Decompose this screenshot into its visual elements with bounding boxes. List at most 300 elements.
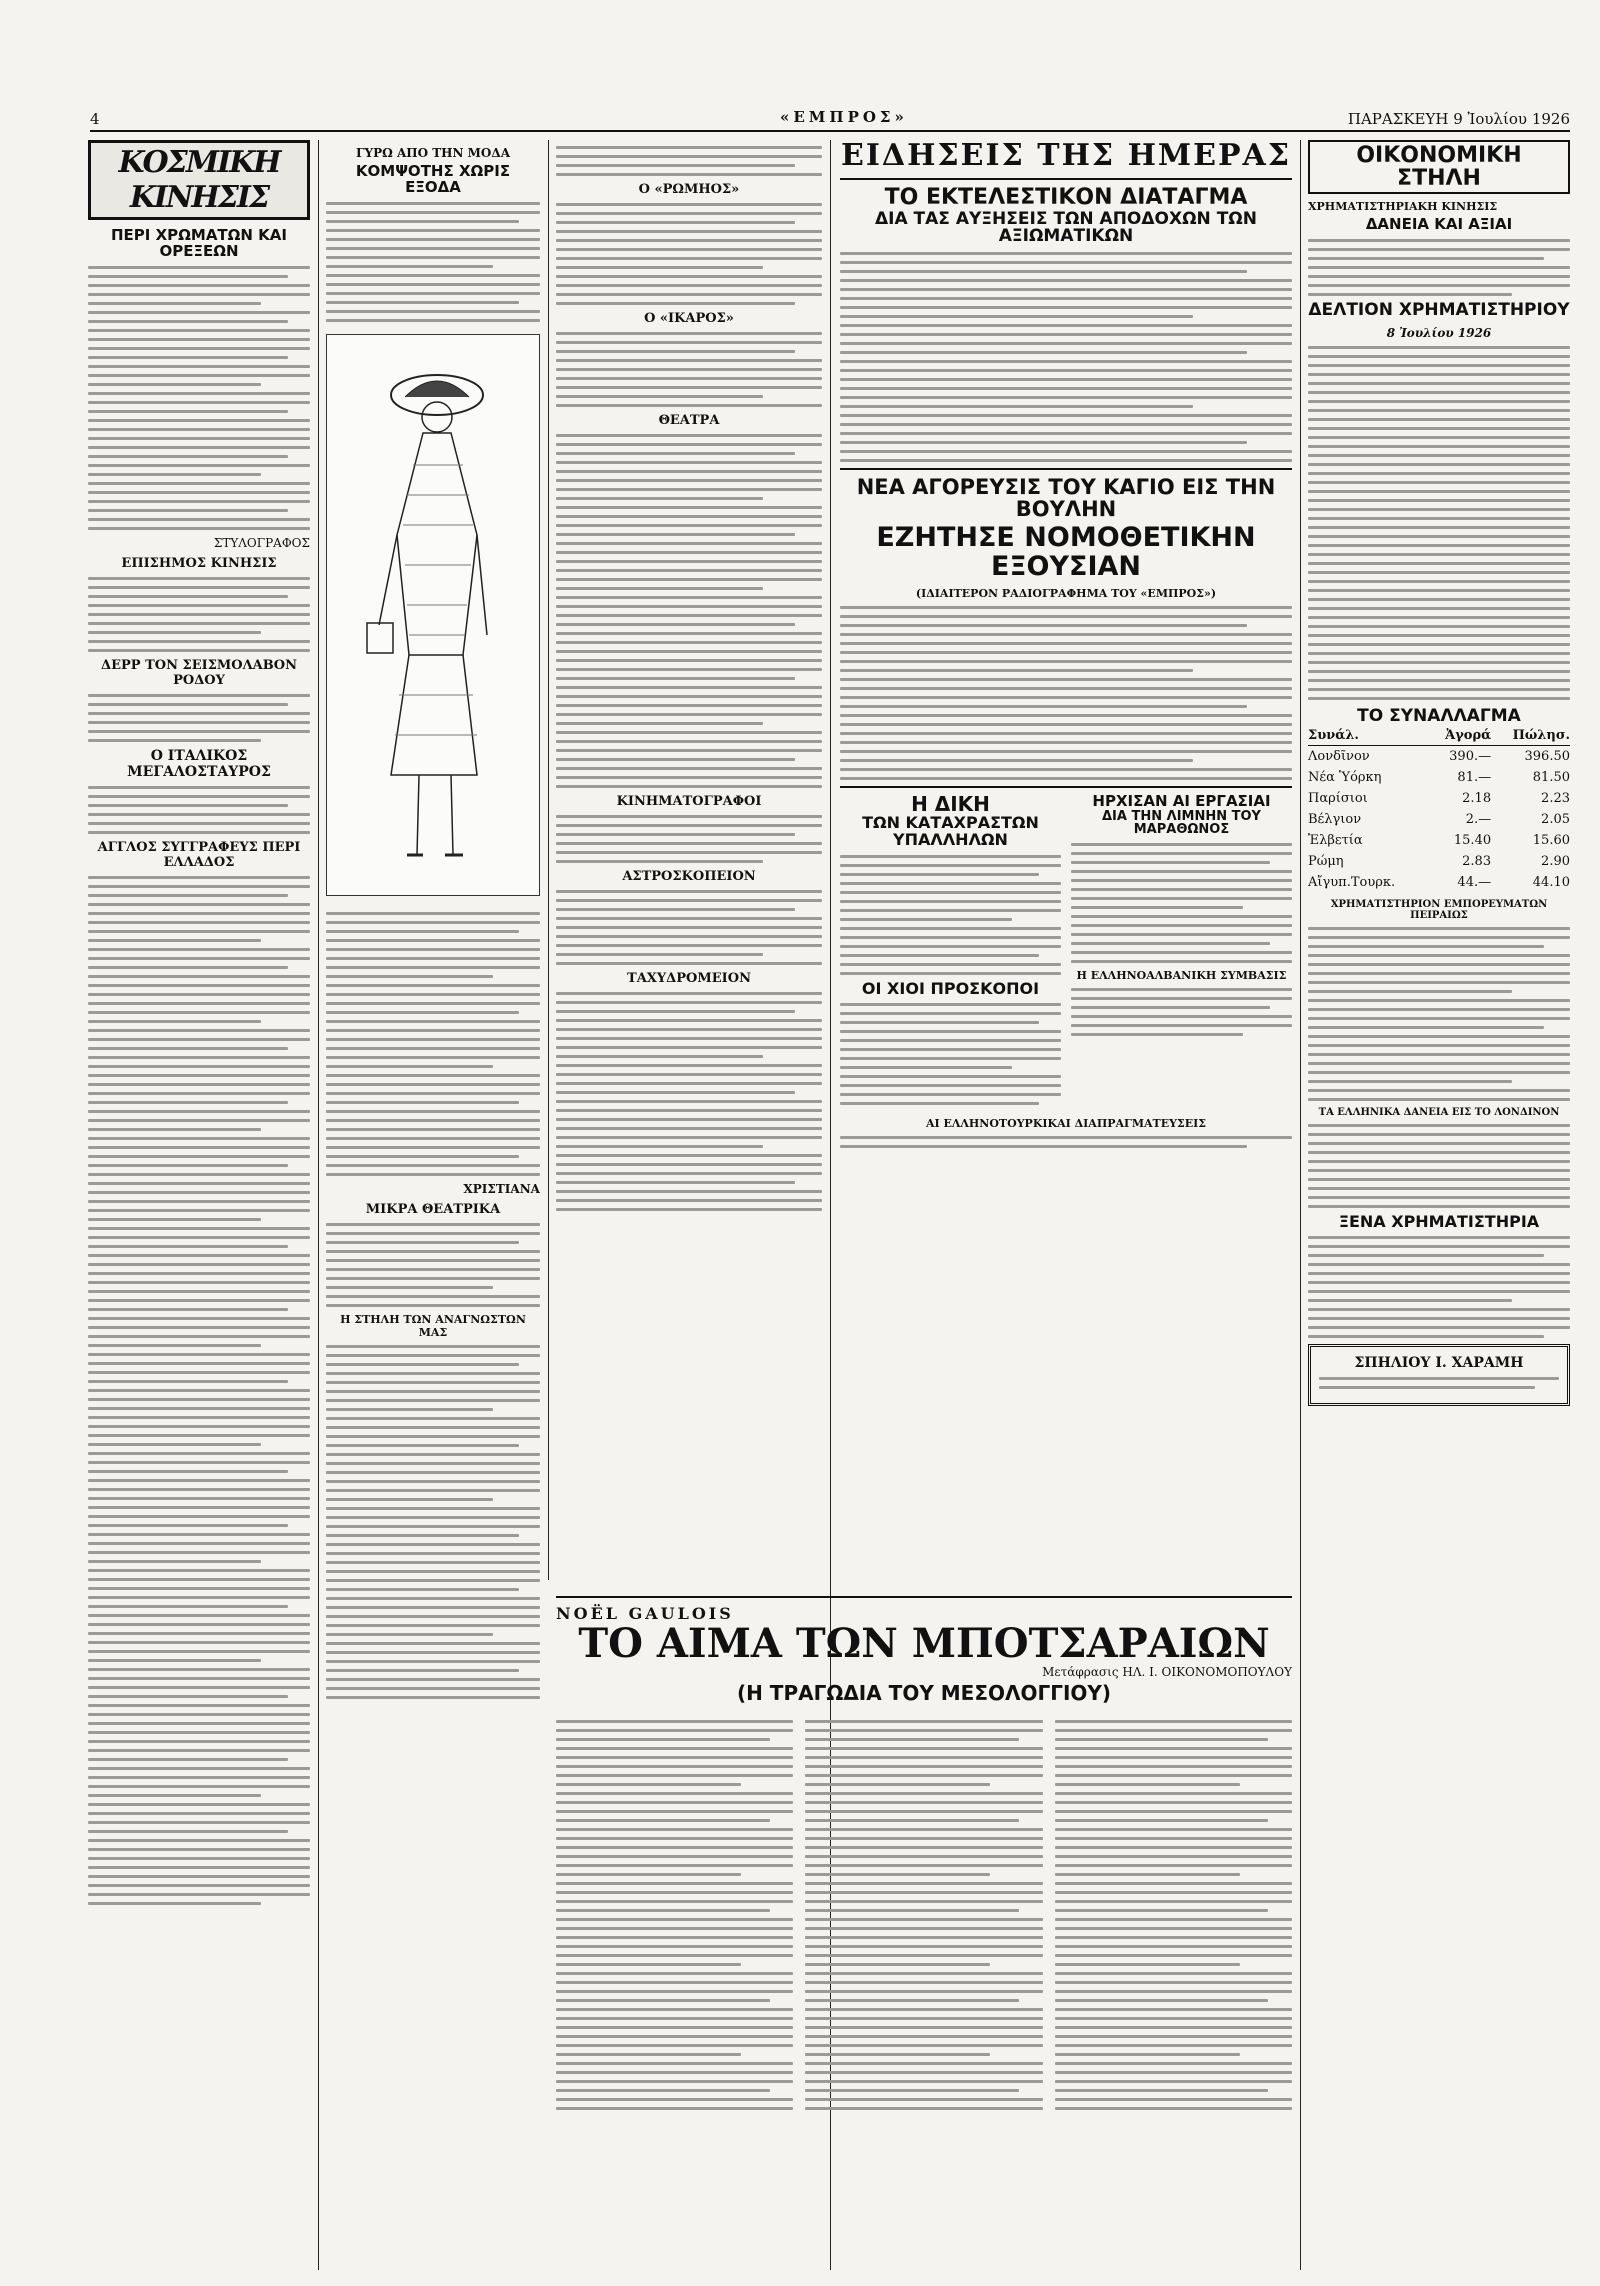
text-line bbox=[805, 1936, 1042, 1939]
text-line bbox=[326, 939, 540, 942]
text-line bbox=[840, 252, 1292, 255]
text-line bbox=[88, 1281, 310, 1284]
text-line bbox=[1055, 1954, 1292, 1957]
text-line bbox=[556, 386, 822, 389]
headline: ΤΑΧΥΔΡΟΜΕΙΟΝ bbox=[627, 971, 751, 986]
text-line bbox=[88, 1164, 288, 1167]
text-line bbox=[840, 759, 1193, 762]
text-line bbox=[1308, 427, 1570, 430]
text-line bbox=[1308, 1133, 1570, 1136]
text-line bbox=[326, 1624, 540, 1627]
text-line bbox=[1308, 1196, 1570, 1199]
text-line bbox=[88, 1011, 310, 1014]
text-line bbox=[326, 1092, 540, 1095]
table-row bbox=[1308, 788, 1570, 809]
text-line bbox=[1308, 526, 1570, 529]
article-body bbox=[88, 786, 310, 834]
text-line bbox=[88, 1722, 310, 1725]
text-line bbox=[1055, 2107, 1292, 2110]
text-line bbox=[805, 1774, 1042, 1777]
text-line bbox=[88, 975, 310, 978]
text-line bbox=[1308, 409, 1570, 412]
text-line bbox=[556, 1774, 793, 1777]
text-line bbox=[556, 686, 822, 689]
text-line bbox=[88, 437, 310, 440]
text-line bbox=[88, 1812, 310, 1815]
text-line bbox=[1055, 1756, 1292, 1759]
headline: ΜΙΚΡΑ ΘΕΑΤΡΙΚΑ bbox=[365, 1201, 501, 1217]
text-line bbox=[556, 704, 822, 707]
text-line bbox=[556, 713, 822, 716]
text-line bbox=[805, 2098, 1042, 2101]
text-line bbox=[556, 1873, 741, 1876]
article-body bbox=[1071, 843, 1292, 963]
table-cell: Ἐλβετία bbox=[1308, 832, 1363, 848]
article-body bbox=[840, 1136, 1292, 1148]
text-line bbox=[840, 1057, 1061, 1060]
text-line bbox=[88, 1569, 310, 1572]
text-line bbox=[556, 551, 822, 554]
text-line bbox=[556, 815, 822, 818]
text-line bbox=[556, 266, 763, 269]
text-line bbox=[88, 1119, 310, 1122]
text-line bbox=[556, 1909, 770, 1912]
text-line bbox=[88, 1668, 310, 1671]
text-line bbox=[1308, 544, 1570, 547]
text-line bbox=[88, 1704, 310, 1707]
text-line bbox=[556, 1145, 763, 1148]
text-line bbox=[1055, 1774, 1292, 1777]
text-line bbox=[88, 1470, 288, 1473]
text-line bbox=[88, 293, 310, 296]
text-line bbox=[556, 212, 822, 215]
article-body bbox=[88, 876, 310, 1905]
text-line bbox=[556, 377, 822, 380]
text-line bbox=[556, 1855, 793, 1858]
text-line bbox=[556, 596, 822, 599]
text-line bbox=[326, 1164, 540, 1167]
text-line bbox=[556, 767, 822, 770]
text-line bbox=[1308, 284, 1570, 287]
article-body bbox=[1308, 239, 1570, 296]
text-line bbox=[326, 930, 519, 933]
text-line bbox=[326, 993, 540, 996]
text-line bbox=[556, 1765, 793, 1768]
text-line bbox=[1308, 1245, 1570, 1248]
headline: ΗΡΧΙΣΑΝ ΑΙ ΕΡΓΑΣΙΑΙ bbox=[1092, 792, 1271, 811]
text-line bbox=[556, 851, 822, 854]
text-line bbox=[556, 1208, 822, 1211]
text-line bbox=[88, 1632, 310, 1635]
news-subcolumn bbox=[1071, 794, 1292, 1111]
column-society bbox=[88, 140, 310, 1911]
text-line bbox=[88, 721, 310, 724]
column-rule bbox=[318, 140, 319, 2270]
text-line bbox=[840, 642, 1292, 645]
text-line bbox=[556, 479, 822, 482]
text-line bbox=[1308, 490, 1570, 493]
text-line bbox=[326, 1435, 540, 1438]
text-line bbox=[326, 1516, 540, 1519]
text-line bbox=[840, 945, 1061, 948]
text-line bbox=[805, 1900, 1042, 1903]
text-line bbox=[88, 1803, 310, 1806]
text-line bbox=[88, 1236, 310, 1239]
text-line bbox=[556, 1163, 822, 1166]
text-line bbox=[840, 927, 1061, 930]
text-line bbox=[556, 257, 822, 260]
text-line bbox=[88, 1713, 310, 1716]
text-line bbox=[840, 678, 1292, 681]
text-line bbox=[88, 885, 310, 888]
text-line bbox=[556, 1010, 795, 1013]
text-line bbox=[1308, 239, 1570, 242]
text-line bbox=[1055, 1927, 1292, 1930]
serial-text bbox=[805, 1714, 1042, 2116]
text-line bbox=[1308, 454, 1570, 457]
text-line bbox=[88, 1776, 310, 1779]
text-line bbox=[1308, 1053, 1570, 1056]
text-line bbox=[556, 1990, 793, 1993]
text-line bbox=[1055, 1999, 1269, 2002]
text-line bbox=[88, 795, 310, 798]
text-line bbox=[88, 613, 310, 616]
text-line bbox=[326, 1498, 493, 1501]
text-line bbox=[1308, 999, 1570, 1002]
headline: Ο «ΙΚΑΡΟΣ» bbox=[644, 311, 734, 326]
text-line bbox=[556, 659, 822, 662]
text-line bbox=[556, 1091, 795, 1094]
section-banner: ΚΟΣΜΙΚΗ ΚΙΝΗΣΙΣ bbox=[88, 140, 310, 220]
text-line bbox=[88, 703, 288, 706]
text-line bbox=[556, 1918, 793, 1921]
article-body bbox=[88, 694, 310, 742]
text-line bbox=[88, 1389, 310, 1392]
text-line bbox=[1071, 861, 1270, 864]
text-line bbox=[556, 293, 822, 296]
text-line bbox=[88, 473, 261, 476]
text-line bbox=[326, 1241, 519, 1244]
exchange-table bbox=[1308, 726, 1570, 893]
text-line bbox=[1055, 1729, 1292, 1732]
text-line bbox=[1308, 266, 1570, 269]
section-title: ΕΙΔΗΣΕΙΣ ΤΗΣ ΗΜΕΡΑΣ bbox=[840, 138, 1292, 173]
text-line bbox=[326, 1268, 540, 1271]
text-line bbox=[88, 1695, 288, 1698]
section-kicker: ΓΥΡΩ ΑΠΟ ΤΗΝ ΜΟΔΑ bbox=[355, 146, 510, 160]
text-line bbox=[556, 1981, 793, 1984]
text-line bbox=[556, 1729, 793, 1732]
text-line bbox=[88, 527, 310, 530]
text-line bbox=[1055, 1864, 1292, 1867]
text-line bbox=[1308, 580, 1570, 583]
text-line bbox=[1071, 942, 1270, 945]
text-line bbox=[1055, 1819, 1269, 1822]
text-line bbox=[840, 963, 1061, 966]
text-line bbox=[840, 441, 1247, 444]
article-body bbox=[556, 434, 822, 788]
text-line bbox=[88, 1731, 310, 1734]
text-line bbox=[88, 822, 310, 825]
text-line bbox=[1308, 481, 1570, 484]
text-line bbox=[1308, 652, 1570, 655]
text-line bbox=[805, 2071, 1042, 2074]
text-line bbox=[88, 1380, 288, 1383]
text-line bbox=[88, 1110, 310, 1113]
text-line bbox=[556, 1810, 793, 1813]
text-line bbox=[88, 1866, 310, 1869]
text-line bbox=[1308, 936, 1570, 939]
text-line bbox=[88, 1371, 310, 1374]
text-line bbox=[1071, 1015, 1292, 1018]
table-cell: 2.90 bbox=[1541, 853, 1570, 869]
text-line bbox=[88, 1056, 310, 1059]
text-line bbox=[1308, 589, 1570, 592]
text-line bbox=[326, 1399, 540, 1402]
text-line bbox=[840, 687, 1292, 690]
text-line bbox=[1308, 598, 1570, 601]
text-line bbox=[1071, 1006, 1270, 1009]
table-cell: 44.10 bbox=[1532, 874, 1570, 890]
text-line bbox=[326, 957, 540, 960]
text-line bbox=[1308, 355, 1570, 358]
text-line bbox=[556, 452, 795, 455]
text-line bbox=[556, 203, 822, 206]
text-line bbox=[556, 1082, 822, 1085]
text-line bbox=[88, 1029, 310, 1032]
text-line bbox=[840, 261, 1292, 264]
table-row bbox=[1308, 872, 1570, 893]
ad-text bbox=[1319, 1377, 1559, 1389]
text-line bbox=[326, 1020, 540, 1023]
text-line bbox=[1308, 472, 1570, 475]
text-line bbox=[556, 2017, 793, 2020]
text-line bbox=[840, 342, 1292, 345]
table-cell: 2.05 bbox=[1541, 811, 1570, 827]
text-line bbox=[88, 275, 288, 278]
text-line bbox=[1308, 1281, 1570, 1284]
text-line bbox=[88, 1596, 310, 1599]
text-line bbox=[556, 776, 822, 779]
text-line bbox=[326, 1642, 540, 1645]
text-line bbox=[88, 1902, 261, 1905]
text-line bbox=[805, 1810, 1042, 1813]
text-line bbox=[326, 1651, 540, 1654]
text-line bbox=[1308, 643, 1570, 646]
text-line bbox=[840, 954, 1039, 957]
text-line bbox=[805, 2026, 1042, 2029]
headline: ΤΟ ΣΥΝΑΛΛΑΓΜΑ bbox=[1357, 705, 1521, 726]
text-line bbox=[88, 1875, 310, 1878]
text-line bbox=[840, 1145, 1247, 1148]
text-line bbox=[556, 731, 822, 734]
text-line bbox=[556, 614, 822, 617]
text-line bbox=[326, 1606, 540, 1609]
article-body bbox=[88, 266, 310, 530]
text-line bbox=[326, 1295, 540, 1298]
article-body bbox=[326, 1345, 540, 1699]
text-line bbox=[805, 1837, 1042, 1840]
table-cell: Νέα Ὑόρκη bbox=[1308, 769, 1382, 785]
text-line bbox=[556, 461, 822, 464]
text-line bbox=[805, 1864, 1042, 1867]
text-line bbox=[556, 488, 822, 491]
text-line bbox=[1055, 1945, 1292, 1948]
text-line bbox=[1055, 1918, 1292, 1921]
text-line bbox=[88, 1506, 310, 1509]
price-list bbox=[1308, 1124, 1570, 1208]
text-line bbox=[840, 1003, 1061, 1006]
text-line bbox=[1308, 517, 1570, 520]
text-line bbox=[840, 387, 1292, 390]
text-line bbox=[1308, 1142, 1570, 1145]
issue-date: ΠΑΡΑΣΚΕΥΗ 9 Ἰουλίου 1926 bbox=[1347, 110, 1570, 128]
text-line bbox=[88, 1614, 310, 1617]
text-line bbox=[556, 560, 822, 563]
text-line bbox=[326, 1543, 540, 1546]
text-line bbox=[88, 1497, 310, 1500]
text-line bbox=[556, 2080, 793, 2083]
text-line bbox=[840, 306, 1292, 309]
text-line bbox=[88, 1794, 261, 1797]
text-line bbox=[88, 1443, 261, 1446]
text-line bbox=[556, 935, 822, 938]
text-line bbox=[88, 984, 310, 987]
text-line bbox=[326, 1408, 493, 1411]
text-line bbox=[326, 1678, 540, 1681]
headline: ΔΕΛΤΙΟΝ ΧΡΗΜΑΤΙΣΤΗΡΙΟΥ bbox=[1308, 299, 1570, 320]
text-line bbox=[805, 1954, 1042, 1957]
text-line bbox=[556, 302, 795, 305]
text-line bbox=[1308, 1317, 1570, 1320]
text-line bbox=[556, 1945, 793, 1948]
text-line bbox=[88, 1191, 310, 1194]
news-row bbox=[840, 794, 1292, 1111]
text-line bbox=[88, 813, 310, 816]
text-line bbox=[1071, 843, 1292, 846]
text-line bbox=[88, 1254, 310, 1257]
text-line bbox=[556, 668, 822, 671]
text-line bbox=[556, 1199, 822, 1202]
text-line bbox=[556, 533, 795, 536]
text-line bbox=[1308, 1160, 1570, 1163]
text-line bbox=[326, 1471, 540, 1474]
text-line bbox=[1308, 382, 1570, 385]
text-line bbox=[556, 1954, 793, 1957]
text-line bbox=[326, 966, 540, 969]
text-line bbox=[1308, 634, 1570, 637]
text-line bbox=[326, 1390, 540, 1393]
text-line bbox=[1071, 1033, 1243, 1036]
article-body bbox=[840, 252, 1292, 462]
text-line bbox=[1055, 1855, 1292, 1858]
text-line bbox=[88, 1893, 310, 1896]
column-news-misc bbox=[556, 140, 822, 1217]
text-line bbox=[1308, 1071, 1570, 1074]
text-line bbox=[1308, 1263, 1570, 1266]
text-line bbox=[88, 649, 310, 652]
text-line bbox=[556, 1837, 793, 1840]
translator-credit: Μετάφρασις ΗΛ. Ι. ΟΙΚΟΝΟΜΟΠΟΥΛΟΥ bbox=[1042, 1665, 1292, 1679]
text-line bbox=[556, 443, 822, 446]
text-line bbox=[1308, 972, 1570, 975]
table-cell: 44.— bbox=[1457, 874, 1492, 890]
headline: ΔΙΑ ΤΗΝ ΛΙΜΝΗΝ ΤΟΥ ΜΑΡΑΘΩΝΟΣ bbox=[1102, 808, 1261, 838]
text-line bbox=[556, 962, 822, 965]
text-line bbox=[556, 824, 822, 827]
bulletin-date: 8 Ἰουλίου 1926 bbox=[1386, 325, 1492, 340]
text-line bbox=[326, 1480, 540, 1483]
text-line bbox=[88, 730, 310, 733]
text-line bbox=[88, 401, 310, 404]
text-line bbox=[1308, 508, 1570, 511]
fashion-illustration bbox=[326, 334, 540, 896]
headline: ΑΣΤΡΟΣΚΟΠΕΙΟΝ bbox=[622, 869, 756, 884]
text-line bbox=[326, 1363, 519, 1366]
table-cell: Ρώμη bbox=[1308, 853, 1344, 869]
text-line bbox=[556, 917, 822, 920]
text-line bbox=[326, 1002, 540, 1005]
text-line bbox=[1071, 915, 1292, 918]
text-line bbox=[88, 1884, 310, 1887]
serial-subtitle: (Η ΤΡΑΓΩΔΙΑ ΤΟΥ ΜΕΣΟΛΟΓΓΙΟΥ) bbox=[736, 1681, 1112, 1705]
table-row bbox=[1308, 830, 1570, 851]
table-cell: 2.18 bbox=[1462, 790, 1492, 806]
text-line bbox=[88, 329, 310, 332]
text-line bbox=[556, 248, 822, 251]
text-line bbox=[840, 855, 1061, 858]
text-line bbox=[805, 2035, 1042, 2038]
text-line bbox=[556, 1882, 793, 1885]
text-line bbox=[88, 921, 310, 924]
text-line bbox=[556, 1001, 822, 1004]
paper-name: «ΕΜΠΡΟΣ» bbox=[780, 108, 908, 126]
text-line bbox=[840, 1030, 1061, 1033]
text-line bbox=[1055, 1747, 1292, 1750]
text-line bbox=[1308, 1098, 1570, 1101]
text-line bbox=[88, 1092, 310, 1095]
text-line bbox=[88, 266, 310, 269]
text-line bbox=[326, 1615, 540, 1618]
text-line bbox=[1071, 897, 1292, 900]
text-line bbox=[840, 360, 1292, 363]
text-line bbox=[88, 464, 310, 467]
text-line bbox=[326, 1101, 519, 1104]
text-line bbox=[556, 1999, 770, 2002]
text-line bbox=[1055, 2098, 1292, 2101]
headline: ΟΙ ΧΙΟΙ ΠΡΟΣΚΟΠΟΙ bbox=[861, 978, 1040, 998]
text-line bbox=[88, 948, 310, 951]
text-line bbox=[556, 1019, 822, 1022]
text-line bbox=[88, 392, 310, 395]
text-line bbox=[805, 2062, 1042, 2065]
text-line bbox=[88, 1785, 310, 1788]
text-line bbox=[840, 777, 1292, 780]
text-line bbox=[326, 1119, 540, 1122]
text-line bbox=[1071, 997, 1292, 1000]
text-line bbox=[840, 450, 1292, 453]
text-line bbox=[840, 315, 1193, 318]
text-line bbox=[88, 311, 310, 314]
text-line bbox=[1308, 981, 1570, 984]
text-line bbox=[88, 1767, 310, 1770]
text-line bbox=[88, 1299, 310, 1302]
text-line bbox=[88, 622, 310, 625]
text-line bbox=[1071, 988, 1292, 991]
text-line bbox=[840, 1021, 1039, 1024]
text-line bbox=[1071, 933, 1292, 936]
headline: ΤΑ ΕΛΛΗΝΙΚΑ ΔΑΝΕΙΑ ΕΙΣ ΤΟ ΛΟΝΔΙΝΟΝ bbox=[1318, 1106, 1560, 1118]
